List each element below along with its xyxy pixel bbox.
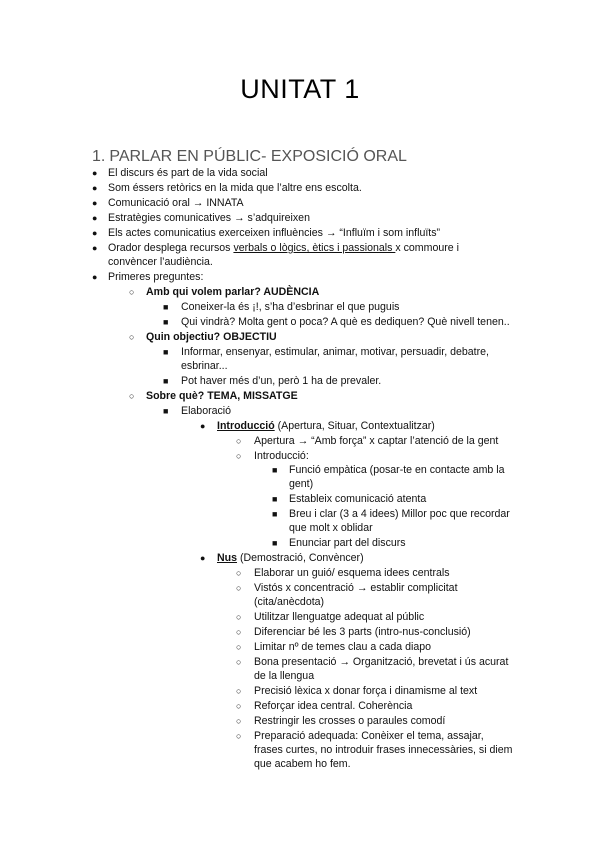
list-item: El discurs és part de la vida social [108,167,268,179]
list-item: Reforçar idea central. Coherència [254,700,413,712]
list-item [108,241,459,256]
list-item: Som éssers retòrics en la mida que l’altre ens escolta. [108,182,362,194]
bullet-icon: ● [92,168,98,178]
circle-bullet-icon: ○ [236,716,242,726]
bullet-icon: ● [92,272,98,282]
circle-bullet-icon: ○ [236,686,242,696]
square-bullet-icon: ■ [272,538,278,548]
list-item-continuation: convèncer l’audiència. [108,256,213,268]
list-item: Bona presentació → Organització, brevetat i ús acurat [254,656,509,668]
square-bullet-icon: ■ [163,406,169,416]
introduccio-detail: (Apertura, Situar, Contextualitzar) [274,420,435,432]
section-number: 1. [92,148,106,165]
nus-label: Nus [217,552,238,564]
circle-bullet-icon: ○ [236,731,242,741]
list-item: Pot haver més d’un, però 1 ha de prevaler. [181,375,382,387]
list-item: Apertura → “Amb força” x captar l’atenció de la gent [254,435,499,447]
bullet-icon: ● [92,198,98,208]
orador-post: x commoure i [395,242,459,254]
circle-bullet-icon: ○ [129,287,135,297]
question-heading: Amb qui volem parlar? AUDÈNCIA [146,286,320,298]
square-bullet-icon: ■ [272,465,278,475]
list-item: Primeres preguntes: [108,271,204,283]
square-bullet-icon: ■ [163,302,169,312]
orador-pre: Orador desplega recursos [108,242,234,254]
circle-bullet-icon: ○ [236,451,242,461]
list-item: Introducció: [254,450,309,462]
list-item-continuation: (cita/anècdota) [254,596,325,608]
list-item: Limitar nº de temes clau a cada diapo [254,641,432,653]
list-item-continuation: esbrinar... [181,360,228,372]
list-item-continuation: que molt x oblidar [289,522,373,534]
bullet-icon: ● [92,183,98,193]
square-bullet-icon: ■ [163,317,169,327]
list-item: Comunicació oral → INNATA [108,197,244,209]
list-item-continuation: que acabem ho fem. [254,758,351,770]
list-item-continuation: de la llengua [254,670,315,682]
circle-bullet-icon: ○ [129,391,135,401]
circle-bullet-icon: ○ [236,436,242,446]
list-item: Funció empàtica (posar-te en contacte amb la [289,464,505,476]
nus-detail: (Demostració, Convèncer) [237,552,364,564]
circle-bullet-icon: ○ [129,332,135,342]
list-item: Precisió lèxica x donar força i dinamisme al text [254,685,478,697]
square-bullet-icon: ■ [272,494,278,504]
circle-bullet-icon: ○ [236,701,242,711]
circle-bullet-icon: ○ [236,568,242,578]
list-item: Breu i clar (3 a 4 idees) Millor poc que recordar [289,508,510,520]
subsection-heading [217,551,364,566]
list-item: Informar, ensenyar, estimular, animar, motivar, persuadir, debatre, [181,346,489,358]
list-item-continuation: gent) [289,478,314,490]
list-item: Elaboració [181,405,232,417]
orador-link: verbals o lògics, ètics i passionals [233,242,396,254]
list-item: Diferenciar bé les 3 parts (intro-nus-conclusió) [254,626,471,638]
square-bullet-icon: ■ [272,509,278,519]
square-bullet-icon: ■ [163,347,169,357]
bullet-icon: ● [200,553,206,563]
question-heading: Sobre què? TEMA, MISSATGE [146,390,298,402]
bullet-icon: ● [92,243,98,253]
list-item: Estratègies comunicatives → s’adquireixen [108,212,310,224]
list-item-continuation: frases curtes, no introduir frases innecessàries, si diem [254,744,513,756]
introduccio-label: Introducció [217,420,275,432]
section-heading [92,148,407,166]
bullet-icon: ● [92,213,98,223]
list-item: Qui vindrà? Molta gent o poca? A què es dediquen? Què nivell tenen.. [181,316,510,328]
circle-bullet-icon: ○ [236,642,242,652]
square-bullet-icon: ■ [163,376,169,386]
section-heading-text: PARLAR EN PÚBLIC- EXPOSICIÓ ORAL [109,148,407,165]
circle-bullet-icon: ○ [236,583,242,593]
list-item: Elaborar un guió/ esquema idees centrals [254,567,450,579]
circle-bullet-icon: ○ [236,627,242,637]
list-item: Restringir les crosses o paraules comodí [254,715,446,727]
list-item: Vistós x concentració → establir complicitat [254,582,458,594]
bullet-icon: ● [200,421,206,431]
subsection-heading [217,419,435,434]
circle-bullet-icon: ○ [236,657,242,667]
list-item: Enunciar part del discurs [289,537,406,549]
list-item: Estableix comunicació atenta [289,493,427,505]
question-heading: Quin objectiu? OBJECTIU [146,331,277,343]
list-item: Coneixer-la és ¡!, s’ha d’esbrinar el que puguis [181,301,400,313]
page-title: UNITAT 1 [240,74,360,104]
circle-bullet-icon: ○ [236,612,242,622]
list-item: Els actes comunicatius exerceixen influències → “Influïm i som influïts” [108,227,441,239]
bullet-icon: ● [92,228,98,238]
list-item: Utilitzar llenguatge adequat al públic [254,611,425,623]
list-item: Preparació adequada: Conèixer el tema, assajar, [254,730,484,742]
